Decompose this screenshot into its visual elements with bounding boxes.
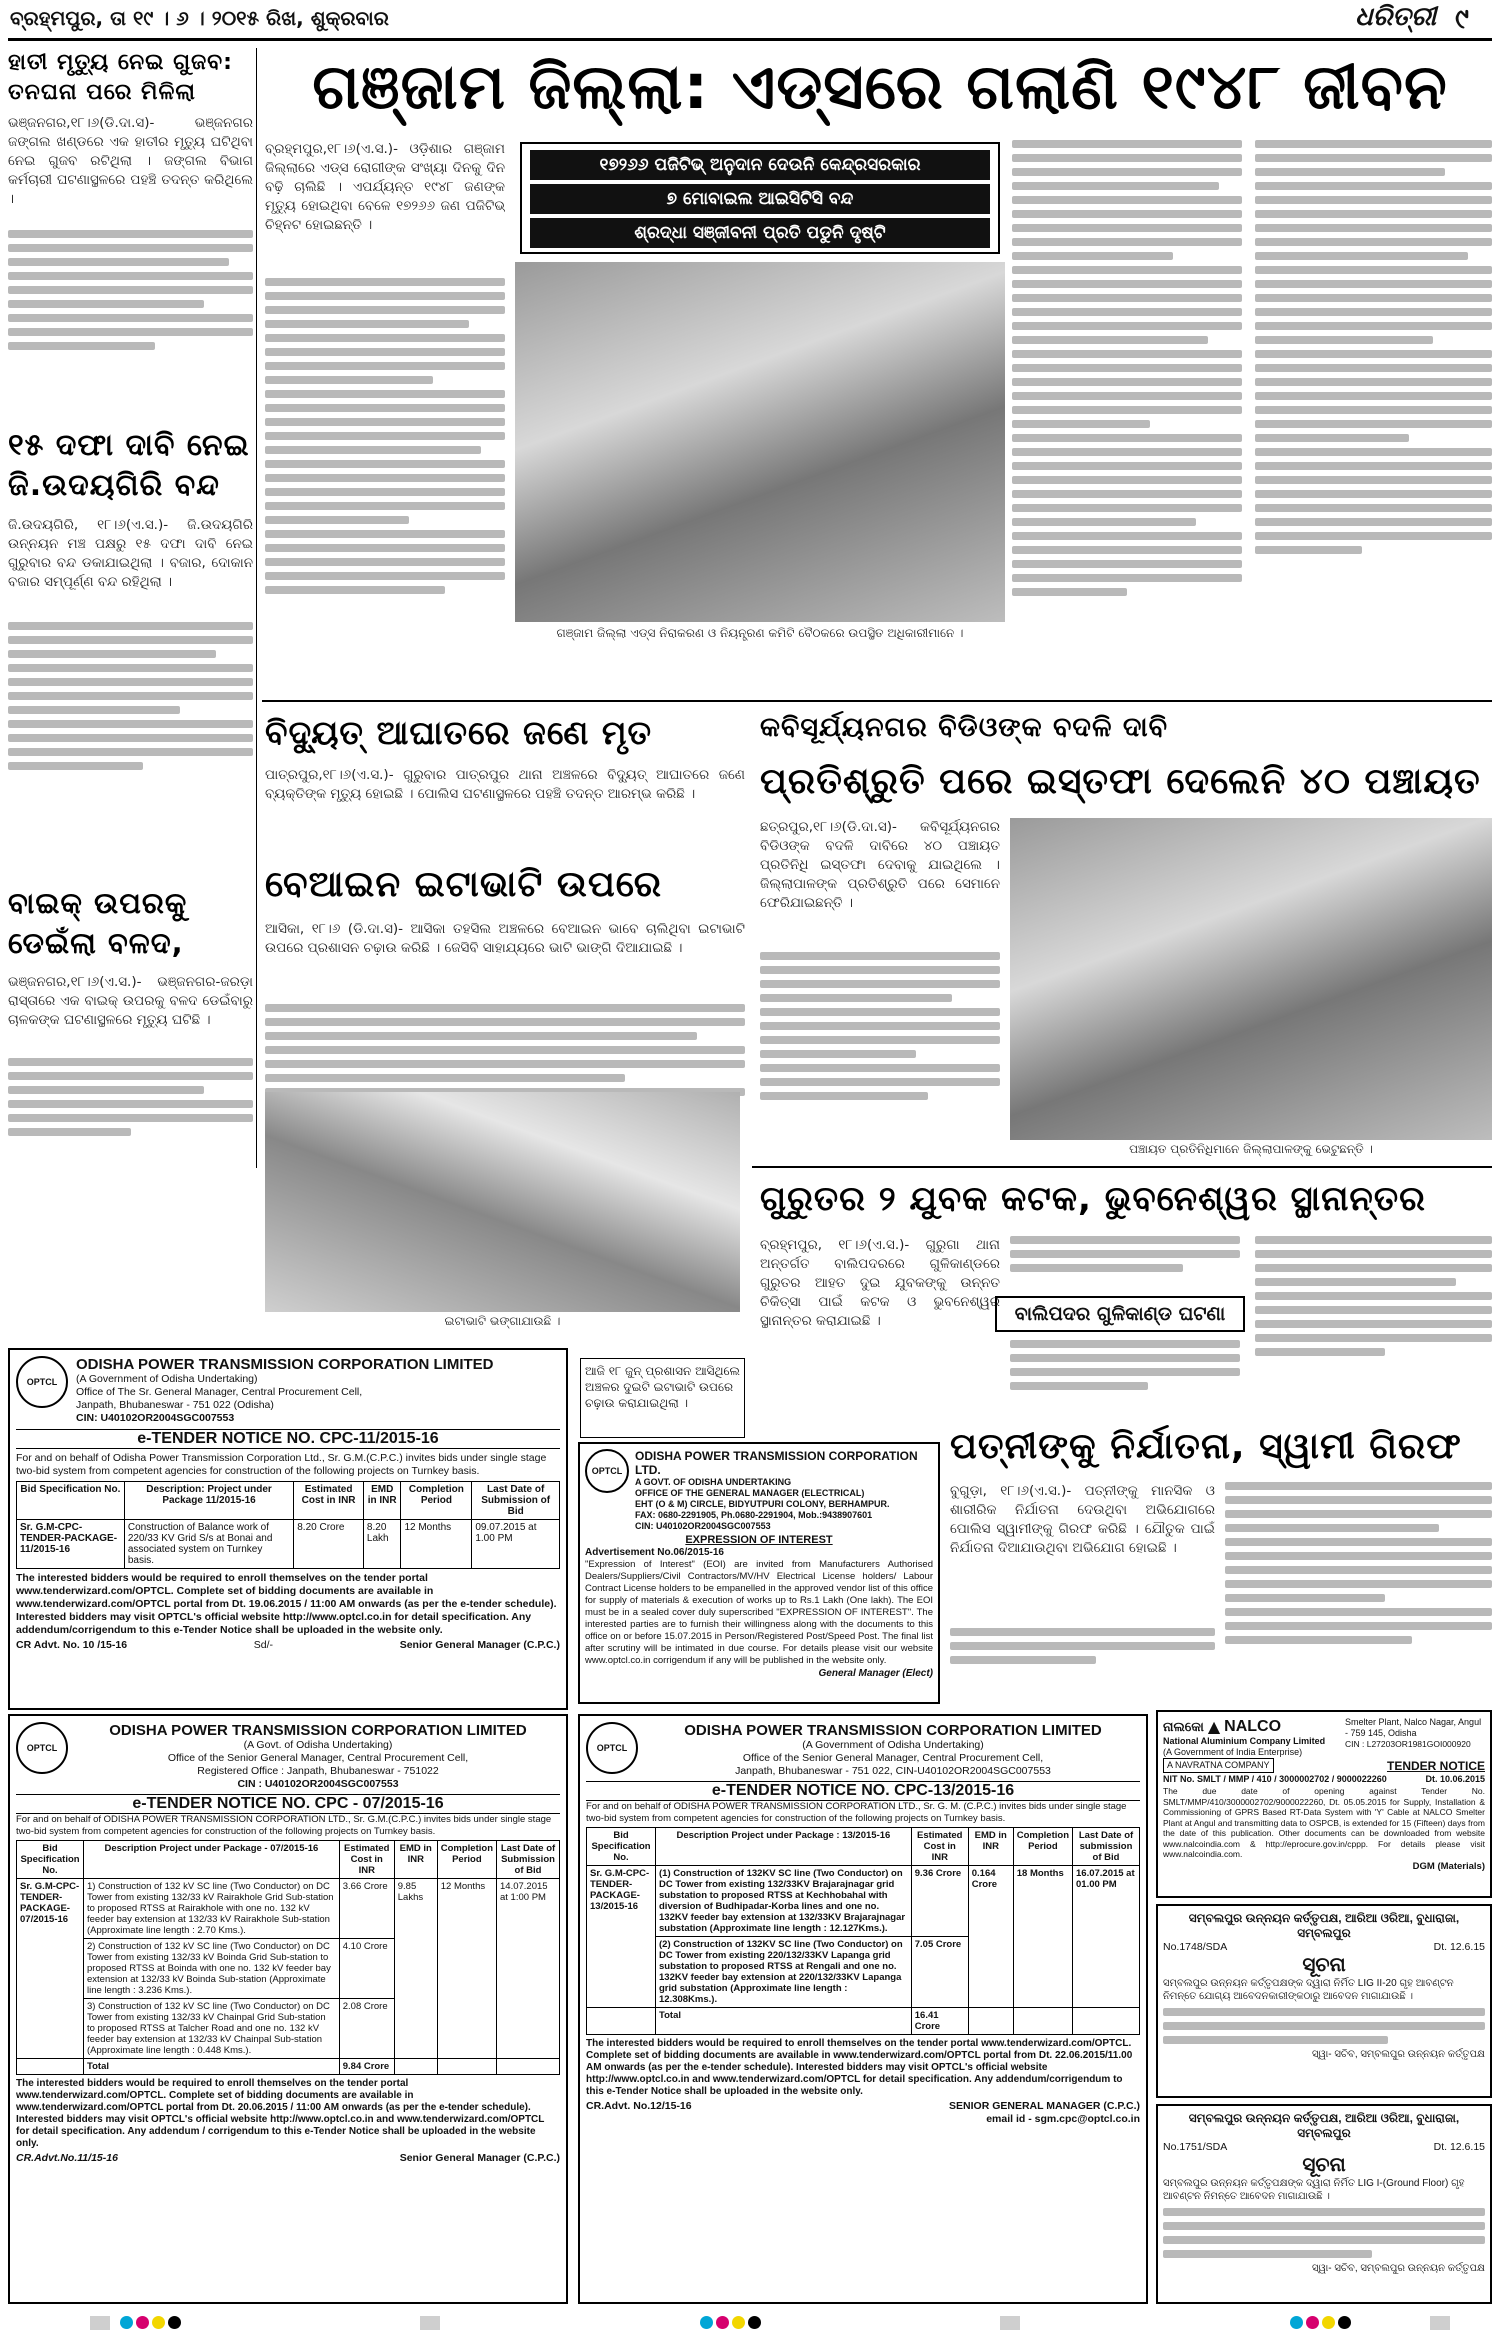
story7-col3-lines <box>1255 1236 1492 1406</box>
ad4-notice-number: e-TENDER NOTICE NO. CPC-13/2015-16 <box>586 1781 1140 1801</box>
nalco-heading: TENDER NOTICE <box>1386 1758 1485 1773</box>
ad1-sign: Sd/- <box>253 1639 274 1651</box>
main-story-col3-lines <box>1012 140 1242 700</box>
ad-optcl-cpc13 <box>578 1714 1148 2304</box>
table-row <box>587 2008 1140 2035</box>
ad4-table <box>586 1827 1140 2035</box>
ad1-td: 8.20 Lakh <box>363 1520 401 1569</box>
story4-headline: ବିଦ୍ୟୁତ୍ ଆଘାତରେ ଜଣେ ମୃତ <box>265 713 653 752</box>
ad4-title: ODISHA POWER TRANSMISSION CORPORATION LIMITED <box>684 1722 1102 1739</box>
ad1-td: 09.07.2015 at 1.00 PM <box>472 1520 560 1569</box>
ad1-footer: The interested bidders would be required to enroll themselves on the tender portal www.tenderwizard.com/OPTCL. Complete set of bidding documents are available in www.tenderwizard.com/OPTCL portal from Dt. 19.06.2015 / 11:00 AM onwards (as per the e-tender schedule). Interested bidders may visit OPTCL's official website http://www.optcl.co.in for detail specification. Any addendum/corrigendum to this e-Tender Notice shall be uploaded in the website only. <box>16 1572 557 1636</box>
ad1-notice-number: e-TENDER NOTICE NO. CPC-11/2015-16 <box>16 1429 560 1449</box>
story3-text: ଭଞ୍ଜନଗର,୧୮।୬(ଏ.ସ.)- ଭଞ୍ଜନଗର-ଜରଡ଼ା ରାସ୍ତାରେ ଏକ ବାଇକ୍ ଉପରକୁ ବଳଦ ଡେଇଁବାରୁ ଚାଳକଙ୍କ ଘଟଣାସ୍ଥଳରେ ମୃତ୍ୟୁ ଘଟିଛି । <box>8 974 253 1028</box>
print-dot-black <box>748 2316 761 2329</box>
nalco-brand: NALCO <box>1224 1717 1282 1735</box>
ad3-th: Estimated Cost in INR <box>339 1841 394 1879</box>
dateline: ବ୍ରହ୍ମପୁର, ତା ୧୯ । ୬ । ୨୦୧୫ ରିଖ, ଶୁକ୍ରବାର <box>10 6 389 30</box>
ad3-sub3: Registered Office : Janpath, Bhubaneswar - 751022 <box>197 1765 439 1777</box>
ad3-table <box>16 1840 560 2075</box>
ad-nalco <box>1156 1710 1492 1898</box>
story1-text: ଭଞ୍ଜନଗର,୧୮।୬(ଡି.ଦା.ସ)- ଭଞ୍ଜନଗର ଜଙ୍ଗଲ ଖଣ୍ଡରେ ଏକ ହାତୀର ମୃତ୍ୟୁ ଘଟିଥିବା ନେଇ ଗୁଜବ ରଟିଥିଲା । ଜଙ୍ଗଲ ବିଭାଗ କର୍ମଚାରୀ ଘଟଣାସ୍ଥଳରେ ପହଞ୍ଚି ତଦନ୍ତ କରିଥିଲେ । <box>8 115 253 207</box>
ad4-item: (2) Construction of 132KV SC line (Two Conductor) on DC Tower from existing 220/132/33KV Lapanga grid substation to proposed RTSS at Rengali and one no. 132KV feeder bay extension at 220/132/33KV Lapanga grid substation (Approximate line length : 12.308Kms.). <box>656 1937 912 2008</box>
panchayat-photo <box>1010 818 1492 1140</box>
nalco-signer: DGM (Materials) <box>1412 1860 1485 1872</box>
ad-optcl-cpc07 <box>8 1714 568 2304</box>
ad4-sub1: (A Government of Odisha Undertaking) <box>802 1739 984 1751</box>
story8-col2-lines <box>1225 1482 1492 1682</box>
ad1-th: Description: Project under Package 11/2015-16 <box>124 1482 293 1520</box>
ad4-sub2: Office of the Senior General Manager, Central Procurement Cell, <box>742 1752 1044 1764</box>
suchana1-date: Dt. 12.6.15 <box>1433 1941 1485 1953</box>
ad2-signer: General Manager (Elect) <box>818 1668 933 1679</box>
print-dot-magenta <box>136 2316 149 2329</box>
left-column <box>8 48 253 1168</box>
ad4-th: Last Date of submission of Bid <box>1073 1828 1140 1866</box>
suchana2-body: ସମ୍ବଲପୁର ଉନ୍ନୟନ କର୍ତ୍ତୃପକ୍ଷଙ୍କ ଦ୍ୱାରା ନିର୍ମିତ LIG I-(Ground Floor) ଗୃହ ଆବଣ୍ଟନ ନିମନ୍ତେ ଆବେଦନ ମାଗାଯାଉଛି । <box>1163 2178 1465 2202</box>
suchana1-signer: ସ୍ୱା- ସଚିବ, ସମ୍ବଲପୁର ଉନ୍ନୟନ କର୍ତ୍ତୃପକ୍ଷ <box>1311 2049 1485 2060</box>
print-dot-cyan <box>700 2316 713 2329</box>
ad4-th: Completion Period <box>1013 1828 1072 1866</box>
ad1-th: EMD in INR <box>363 1482 401 1520</box>
ad2-sub1: A GOVT. OF ODISHA UNDERTAKING <box>635 1477 792 1487</box>
ad3-signer: Senior General Manager (C.P.C.) <box>399 2152 560 2164</box>
ad3-period: 12 Months <box>437 1879 496 2059</box>
page-number: ୯ <box>1455 2 1469 35</box>
table-row <box>587 1866 1140 1937</box>
ad1-table <box>16 1481 560 1569</box>
ad-optcl-eoi <box>578 1442 940 1704</box>
print-dot-yellow <box>732 2316 745 2329</box>
ad3-sub1: (A Govt. of Odisha Undertaking) <box>243 1739 393 1751</box>
print-dot-magenta <box>716 2316 729 2329</box>
optcl-logo-icon: OPTCL <box>585 1449 629 1493</box>
ad4-cost: 7.05 Crore <box>911 1937 968 2008</box>
print-grey-block <box>90 2316 110 2330</box>
suchana2-org: ସମ୍ବଲପୁର ଉନ୍ନୟନ କର୍ତ୍ତୃପକ୍ଷ, ଆରିଆ ଓରିଆ, ବୁଧାରାଜା, ସମ୍ବଲପୁର <box>1188 2111 1460 2140</box>
nalco-cin: CIN : L27203OR1981GOI000920 <box>1345 1739 1471 1749</box>
ad3-th: Bid Specification No. <box>17 1841 84 1879</box>
story7-headline: ଗୁରୁତର ୨ ଯୁବକ କଟକ, ଭୁବନେଶ୍ୱର ସ୍ଥାନାନ୍ତର <box>760 1179 1426 1219</box>
story7-col2b-lines <box>1010 1340 1240 1410</box>
print-dot-magenta <box>1306 2316 1319 2329</box>
ad4-emd: 0.164 Crore <box>968 1866 1013 2008</box>
story7-text: ବ୍ରହ୍ମପୁର, ୧୮।୬(ଏ.ସ.)- ଗୁରୁଗା ଥାନା ଅନ୍ତର୍ଗତ ବାଲିପଦରରେ ଗୁଳିକାଣ୍ଡରେ ଗୁରୁତର ଆହତ ଦୁଇ ଯୁବକଙ୍କୁ ଉନ୍ନତ ଚିକିତ୍ସା ପାଇଁ କଟକ ଓ ଭୁବନେଶ୍ୱର ସ୍ଥାନାନ୍ତର କରାଯାଇଛି । <box>760 1237 1000 1329</box>
ad2-sub4: FAX: 0680-2291905, Ph.0680-2291904, Mob.:9438907601 <box>635 1510 873 1520</box>
ad3-lastdate: 14.07.2015 at 1:00 PM <box>497 1879 560 2059</box>
ad3-intro: For and on behalf of ODISHA POWER TRANSMISSION CORPORATION LTD., Sr. G.M.(C.P.C.) invites bids under single stage two-bid system from competent agencies for construction of the following projects on Turnkey basis. <box>16 1814 552 1837</box>
story7-col2-lines <box>1010 1236 1240 1292</box>
ad3-footer: The interested bidders would be required to enroll themselves on the tender portal www.tenderwizard.com/OPTCL. Complete set of bidding documents are available in www.tenderwizard.com/OPTCL portal from Dt. 20.06.2015 / 11:00 AM onwards (as per the e-tender schedule). Interested bidders may visit OPTCL's official website http://www.optcl.co.in and www.tenderwizard.com/OPTCL for detail specification. Any addendum / corrigendum to this e-Tender Notice shall be uploaded in the website only. <box>16 2078 545 2149</box>
ad2-advt-no: Advertisement No.06/2015-16 <box>585 1547 724 1558</box>
table-row <box>17 1879 560 1939</box>
ad3-cost: 4.10 Crore <box>339 1939 394 1999</box>
kicker-2: ୭ ମୋବାଇଲ ଆଇସିଟିସି ବନ୍ଦ <box>530 184 990 214</box>
ad2-body: "Expression of Interest" (EOI) are invited from Manufacturers Authorised Dealers/Suppliers/Civil Contractors/MV/HV Electrical License holders/ Labour Contract License holders to be empanelled in the approved vendor list of this office for supply of materials & execution of works up to Rs.1 Lakh (One lakh). The EOI must be in a sealed cover duly superscribed "EXPRESSION OF INTEREST". The interested parties are to furnish their willingness along with the documents to this office on or before 15.07.2015 in Person/Registered Post/Speed Post. The final list after scrutiny will be intimated in due course. For details please visit our website www.optcl.co.in corrigendum if any will be published in the website only. <box>585 1559 933 1666</box>
ad1-th: Completion Period <box>401 1482 472 1520</box>
story4-text: ପାତ୍ରପୁର,୧୮।୬(ଏ.ସ.)- ଗୁରୁବାର ପାତ୍ରପୁର ଥାନା ଅଞ୍ଚଳରେ ବିଦ୍ୟୁତ୍ ଆଘାତରେ ଜଣେ ବ୍ୟକ୍ତିଙ୍କ ମୃତ୍ୟୁ ହୋଇଛି । ପୋଲିସ ଘଟଣାସ୍ଥଳରେ ପହଞ୍ଚି ତଦନ୍ତ ଆରମ୍ଭ କରିଛି । <box>265 767 745 802</box>
suchana2-title: ସୂଚନା <box>1302 2154 1346 2176</box>
ad1-advt-no: CR Advt. No. 10 /15-16 <box>16 1639 128 1651</box>
suchana2-date: Dt. 12.6.15 <box>1433 2141 1485 2153</box>
print-dot-cyan <box>120 2316 133 2329</box>
ad1-th: Last Date of Submission of Bid <box>472 1482 560 1520</box>
ad3-advt-no: CR.Advt.No.11/15-16 <box>16 2152 118 2164</box>
ad3-cin: CIN : U40102OR2004SGC007553 <box>237 1778 399 1790</box>
ad3-sub2: Office of the Senior General Manager, Central Procurement Cell, <box>167 1752 469 1764</box>
ad3-cost: 3.66 Crore <box>339 1879 394 1939</box>
ad-suchana-1 <box>1156 1904 1492 2098</box>
ad4-th: Description Project under Package : 13/2015-16 <box>656 1828 912 1866</box>
panchayat-photo-caption: ପଞ୍ଚାୟତ ପ୍ରତିନିଧିମାନେ ଜିଲ୍ଲାପାଳଙ୍କୁ ଭେଟୁଛନ୍ତି । <box>1129 1142 1373 1156</box>
suchana1-org: ସମ୍ବଲପୁର ଉନ୍ନୟନ କର୍ତ୍ତୃପକ୍ଷ, ଆରିଆ ଓରିଆ, ବୁଧାରାଜା, ସମ୍ବଲପୁର <box>1188 1911 1460 1940</box>
ad3-emd: 9.85 Lakhs <box>394 1879 437 2059</box>
ad2-sub2: OFFICE OF THE GENERAL MANAGER (ELECTRICAL) <box>635 1488 865 1498</box>
nalco-nit: NIT No. SMLT / MMP / 410 / 3000002702 / 9000022260 <box>1163 1774 1387 1784</box>
story6-body-lines <box>760 952 1000 1152</box>
table-row <box>17 2059 560 2075</box>
ad4-intro: For and on behalf of ODISHA POWER TRANSMISSION CORPORATION LTD., Sr. G. M. (C.P.C.) invites bids under single stage two-bid system from competent agencies for construction of the following projects on Turnkey basis. <box>586 1801 1127 1824</box>
ad2-cin: CIN: U40102OR2004SGC007553 <box>635 1521 771 1531</box>
ad4-sub3: Janpath, Bhubaneswar - 751 022, CIN-U40102OR2004SGC007553 <box>735 1765 1051 1777</box>
boxed-note: ଆଜି ୧୮ ଜୁନ୍ ପ୍ରଶାସନ ଆସିଥିଲେ ଅଞ୍ଚଳର ଦୁଇଟି ଇଟାଭାଟି ଉପରେ ଚଢ଼ାଉ କରାଯାଇଥିଲା । <box>580 1358 745 1438</box>
nalco-navratna: A NAVRATNA COMPANY <box>1163 1758 1274 1773</box>
nalco-address: Smelter Plant, Nalco Nagar, Angul - 759 145, Odisha <box>1345 1717 1482 1738</box>
brick-kiln-photo <box>265 1092 740 1312</box>
ad4-total: 16.41 Crore <box>911 2008 968 2035</box>
story8-text: ବୁଗୁଡ଼ା, ୧୮।୬(ଏ.ସ.)- ପତ୍ନୀଙ୍କୁ ମାନସିକ ଓ ଶାରୀରିକ ନିର୍ଯାତନା ଦେଉଥିବା ଅଭିଯୋଗରେ ପୋଲିସ ସ୍ୱାମୀଙ୍କୁ ଗିରଫ କରିଛି । ଯୌତୁକ ପାଇଁ ନିର୍ଯାତନା ଦିଆଯାଉଥିବା ଅଭିଯୋଗ ହୋଇଛି । <box>950 1483 1215 1556</box>
ad4-th: Estimated Cost in INR <box>911 1828 968 1866</box>
ad4-footer: The interested bidders would be required to enroll themselves on the tender portal www.tenderwizard.com/OPTCL. Complete set of bidding documents are available in www.tenderwizard.com/OPTCL portal from Dt. 22.06.2015/11.00 AM onwards (as per the e-tender schedule). Interested bidders may visit OPTCL's official website http://www.optcl.co.in and www.tenderwizard.com/OPTCL for detail specification. Any addendum/corrigendum to this e-Tender Notice shall be uploaded in the website only. <box>586 2038 1133 2097</box>
story8-headline: ପତ୍ନୀଙ୍କୁ ନିର୍ଯାତନା, ସ୍ୱାମୀ ଗିରଫ <box>950 1426 1462 1467</box>
kicker-1: ୧୭୨୬୬ ପଜିଟିଭ୍ ଅନୁଦାନ ଦେଉନି କେନ୍ଦ୍ରସରକାର <box>530 150 990 180</box>
suchana1-body: ସମ୍ବଲପୁର ଉନ୍ନୟନ କର୍ତ୍ତୃପକ୍ଷଙ୍କ ଦ୍ୱାରା ନିର୍ମିତ LIG II-20 ଗୃହ ଆବଣ୍ଟନ ନିମନ୍ତେ ଯୋଗ୍ୟ ଆବେଦନକାରୀଙ୍କଠାରୁ ଆବେଦନ ମାଗାଯାଉଛି । <box>1163 1978 1454 2002</box>
optcl-logo-icon: OPTCL <box>16 1356 68 1408</box>
ad2-title: ODISHA POWER TRANSMISSION CORPORATION LTD. <box>635 1449 918 1477</box>
story3-body-lines <box>8 1058 253 1168</box>
print-dot-black <box>1338 2316 1351 2329</box>
suchana1-title: ସୂଚନା <box>1302 1954 1346 1976</box>
story1-body-lines <box>8 230 253 410</box>
ad3-total-label: Total <box>84 2059 340 2075</box>
ad1-th: Bid Specification No. <box>17 1482 125 1520</box>
ad1-sub2: Office of The Sr. General Manager, Central Procurement Cell, <box>76 1386 363 1398</box>
meeting-photo-caption: ଗଞ୍ଜାମ ଜିଲ୍ଲା ଏଡ୍‌ସ ନିରାକରଣ ଓ ନିୟନ୍ତ୍ରଣ କମିଟି ବୈଠକରେ ଉପସ୍ଥିତ ଅଧିକାରୀମାନେ । <box>556 626 964 640</box>
suchana2-signer: ସ୍ୱା- ସଚିବ, ସମ୍ବଲପୁର ଉନ୍ନୟନ କର୍ତ୍ତୃପକ୍ଷ <box>1311 2263 1485 2274</box>
ad1-sub1: (A Government of Odisha Undertaking) <box>76 1373 258 1385</box>
main-story-col1-lines <box>265 278 505 698</box>
story1-headline: ହାତୀ ମୃତ୍ୟୁ ନେଇ ଗୁଜବ: ତନଘନା ପରେ ମିଳିଲା <box>8 50 233 105</box>
brick-kiln-caption: ଇଟାଭାଟି ଭଙ୍ଗାଯାଉଛି । <box>444 1314 561 1328</box>
optcl-logo-icon: OPTCL <box>16 1722 68 1774</box>
ad3-th: EMD in INR <box>394 1841 437 1879</box>
story6-text: ଛତ୍ରପୁର,୧୮।୬(ଡି.ଦା.ସ)- କବିସୂର୍ଯ୍ୟନଗର ବିଡିଓଙ୍କ ବଦଳି ଦାବିରେ ୪୦ ପଞ୍ଚାୟତ ପ୍ରତିନିଧି ଇସ୍ତଫା ଦେବାକୁ ଯାଇଥିଲେ । ଜିଲ୍ଲାପାଳଙ୍କ ପ୍ରତିଶ୍ରୁତି ପରେ ସେମାନେ ଫେରିଯାଇଛନ୍ତି । <box>760 819 1000 911</box>
story6-headline: ପ୍ରତିଶ୍ରୁତି ପରେ ଇସ୍ତଫା ଦେଲେନି ୪୦ ପଞ୍ଚାୟତ <box>760 761 1481 802</box>
story2-body-lines <box>8 622 253 862</box>
ad1-td: Construction of Balance work of 220/33 KV Grid S/s at Bonai and associated system on Turnkey basis. <box>124 1520 293 1569</box>
nalco-brand-odia: ନାଲକୋ <box>1163 1718 1204 1734</box>
print-dot-yellow <box>152 2316 165 2329</box>
suchana2-no: No.1751/SDA <box>1163 2141 1228 2153</box>
story7-top-rule <box>752 1166 1492 1168</box>
ad1-td: Sr. G.M-CPC-TENDER-PACKAGE-11/2015-16 <box>17 1520 125 1569</box>
ad4-signer: SENIOR GENERAL MANAGER (C.P.C.) <box>949 2100 1140 2112</box>
print-grey-block <box>1430 2316 1450 2330</box>
nalco-logo-icon: ▲ <box>1207 1717 1221 1736</box>
ad3-item: 2) Construction of 132 kV SC line (Two Conductor) on DC Tower from existing 132/33 kV Boinda Grid Sub-station to proposed RTSS at Boinda with one no. 132 kV feeder bay extension at 132/33 kV Boinda Sub-station (Approximate line length : 3.236 Kms.). <box>84 1939 340 1999</box>
nalco-govt: (A Government of India Enterprise) <box>1163 1747 1303 1757</box>
left-column-divider <box>256 48 257 1168</box>
ad1-th: Estimated Cost in INR <box>294 1482 364 1520</box>
ad1-sub3: Janpath, Bhubaneswar - 751 022 (Odisha) <box>76 1399 274 1411</box>
suchana1-no: No.1748/SDA <box>1163 1941 1228 1953</box>
kicker-3: ଶ୍ରଦ୍ଧା ସଞ୍ଜୀବନୀ ପ୍ରତି ପଡୁନି ଦୃଷ୍ଟି <box>530 218 990 248</box>
ad1-td: 8.20 Crore <box>294 1520 364 1569</box>
ad3-title: ODISHA POWER TRANSMISSION CORPORATION LIMITED <box>109 1722 527 1739</box>
main-headline: ଗଞ୍ଜାମ ଜିଲ୍ଲା: ଏଡ୍‌ସରେ ଗଲାଣି ୧୯୪୮ ଜୀବନ <box>312 50 1448 123</box>
ad4-item: (1) Construction of 132KV SC line (Two Conductor) on DC Tower from existing 132/33KV Brajarajnagar grid substation to proposed RTSS at Kechhobahal with diversion of Budhipadar-Korba lines and one no. 132KV feeder bay extension at 132/33KV Brajarajnagar substation (Approximate line length : 12.127Kms.). <box>656 1866 912 1937</box>
ad4-period: 18 Months <box>1013 1866 1072 2008</box>
print-grey-block <box>420 2316 440 2330</box>
ad1-cin: CIN: U40102OR2004SGC007553 <box>76 1412 235 1424</box>
table-row <box>17 1520 560 1569</box>
suchana2-body-lines <box>1163 2208 1485 2258</box>
main-story-bottom-rule <box>262 700 1492 702</box>
ad1-intro: For and on behalf of Odisha Power Transmission Corporation Ltd., Sr. G.M.(C.P.C.) invites bids under single stage two-bid system from competent agencies for construction of the following projects on Turnkey basis. <box>16 1452 547 1477</box>
kabi-headline: କବିସୂର୍ଯ୍ୟନଗର ବିଡିଓଙ୍କ ବଦଳି ଦାବି <box>760 712 1169 743</box>
ad3-total: 9.84 Crore <box>339 2059 394 2075</box>
ad4-total-label: Total <box>656 2008 912 2035</box>
ad1-title: ODISHA POWER TRANSMISSION CORPORATION LIMITED <box>76 1356 494 1373</box>
story2-headline: ୧୫ ଦଫା ଦାବି ନେଇ ଜି.ଉଦୟଗିରି ବନ୍ଦ <box>8 428 250 503</box>
ad-optcl-cpc11 <box>8 1348 568 1710</box>
masthead-rule <box>8 38 1492 41</box>
story2-text: ଜି.ଉଦୟଗିରି, ୧୮।୬(ଏ.ସ.)- ଜି.ଉଦୟଗିରି ଉନ୍ନୟନ ମଞ୍ଚ ପକ୍ଷରୁ ୧୫ ଦଫା ଦାବି ନେଇ ଗୁରୁବାର ବନ୍ଦ ଡକାଯାଇଥିଲା । ବଜାର, ଦୋକାନ ବଜାର ସମ୍ପୂର୍ଣ୍ଣ ବନ୍ଦ ରହିଥିଲା । <box>8 517 253 590</box>
ad1-signer: Senior General Manager (C.P.C.) <box>399 1639 560 1651</box>
ad4-th: Bid Specification No. <box>587 1828 656 1866</box>
optcl-logo-icon: OPTCL <box>586 1722 638 1774</box>
main-story-col4-lines <box>1255 140 1492 700</box>
ad4-lastdate: 16.07.2015 at 01.00 PM <box>1073 1866 1140 2008</box>
ad2-sub3: EHT (O & M) CIRCLE, BIDYUTPURI COLONY, BERHAMPUR. <box>635 1499 890 1509</box>
ad3-th: Description Project under Package - 07/2015-16 <box>84 1841 340 1879</box>
print-dot-cyan <box>1290 2316 1303 2329</box>
suchana1-body-lines <box>1163 2008 1485 2044</box>
paper-name: ଧରିତ୍ରୀ <box>1355 2 1437 32</box>
ad4-cost: 9.36 Crore <box>911 1866 968 1937</box>
ad-suchana-2 <box>1156 2104 1492 2304</box>
story8-col1-lines <box>950 1628 1215 1684</box>
print-grey-block <box>1000 2316 1020 2330</box>
story5-text: ଆସିକା, ୧୮।୬ (ଡି.ଦା.ସ)- ଆସିକା ତହସିଲ ଅଞ୍ଚଳରେ ବେଆଇନ ଭାବେ ଚାଲିଥିବା ଇଟାଭାଟି ଉପରେ ପ୍ରଶାସନ ଚଢ଼ାଉ କରିଛି । ଜେସିବି ସାହାଯ୍ୟରେ ଭାଟି ଭାଙ୍ଗି ଦିଆଯାଇଛି । <box>265 921 745 956</box>
print-dot-yellow <box>1322 2316 1335 2329</box>
ad3-th: Last Date of Submission of Bid <box>497 1841 560 1879</box>
ad3-item: 3) Construction of 132 kV SC line (Two Conductor) on DC Tower from existing 132/33 kV Chainpal Grid Sub-station to proposed RTSS at Talcher Road and one no. 132 kV feeder bay extension at 132/33 kV Chainpal Sub-station (Approximate line length : 0.448 Kms.). <box>84 1999 340 2059</box>
ad4-email: email id - sgm.cpc@optcl.co.in <box>986 2113 1140 2125</box>
print-dot-black <box>168 2316 181 2329</box>
nalco-company: National Aluminium Company Limited <box>1163 1736 1326 1746</box>
ad4-bid-no: Sr. G.M-CPC-TENDER-PACKAGE-13/2015-16 <box>587 1866 656 2008</box>
ad2-heading: EXPRESSION OF INTEREST <box>685 1534 833 1546</box>
main-story-lead: ବ୍ରହ୍ମପୁର,୧୮।୬(ଏ.ସ.)- ଓଡ଼ିଶାର ଗଞ୍ଜାମ ଜିଲ୍ଲାରେ ଏଡ୍‌ସ ରୋଗୀଙ୍କ ସଂଖ୍ୟା ଦିନକୁ ଦିନ ବଢ଼ି ଚାଲିଛି । ଏପର୍ଯ୍ୟନ୍ତ ୧୯୪୮ ଜଣଙ୍କ ମୃତ୍ୟୁ ହୋଇଥିବା ବେଳେ ୧୭୨୬୬ ଜଣ ପଜିଟିଭ୍ ଚିହ୍ନଟ ହୋଇଛନ୍ତି । <box>265 141 505 233</box>
ad3-th: Completion Period <box>437 1841 496 1879</box>
ad1-td: 12 Months <box>401 1520 472 1569</box>
ad3-notice-number: e-TENDER NOTICE NO. CPC - 07/2015-16 <box>16 1794 560 1814</box>
nalco-date: Dt. 10.06.2015 <box>1425 1774 1485 1784</box>
story3-headline: ବାଇକ୍ ଉପରକୁ ଡେଇଁଲା ବଳଦ, <box>8 886 188 960</box>
ad3-bid-no: Sr. G.M-CPC-TENDER-PACKAGE-07/2015-16 <box>17 1879 84 2059</box>
story5-headline: ବେଆଇନ ଇଟାଭାଟି ଉପରେ <box>265 864 663 905</box>
story7-subhead: ବାଲିପଦର ଗୁଳିକାଣ୍ଡ ଘଟଣା <box>995 1296 1245 1332</box>
meeting-photo <box>515 262 1005 622</box>
kicker-box <box>520 142 1000 254</box>
ad3-cost: 2.08 Crore <box>339 1999 394 2059</box>
ad4-th: EMD in INR <box>968 1828 1013 1866</box>
nalco-body: The due date of opening against Tender No. SMLT/MMP/410/3000002702/9000022260, Dt. 05.05.2015 for Supply, Installation & Commissioning of GPRS Based RT-Data System with 'Y' Cable at NALCO Smelter Plant at Angul and transmitting data to OSPCB, is extended for 15 (Fifteen) days from the date of this publication. Other documents can be downloaded from website www.nalcoindia.com & http://eprocure.gov.in/cppp. For details please visit www.nalcoindia.com. <box>1163 1786 1485 1859</box>
ad3-item: 1) Construction of 132 kV SC line (Two Conductor) on DC Tower from existing 132/33 kV Rairakhole Grid Sub-station to proposed RTSS at Rairakhole with one no. 132 kV feeder bay extension at 132/33 kV Rairakhole Sub-station (Approximate line length : 2.70 Kms.). <box>84 1879 340 1939</box>
ad4-advt-no: CR.Advt. No.12/15-16 <box>586 2100 692 2112</box>
